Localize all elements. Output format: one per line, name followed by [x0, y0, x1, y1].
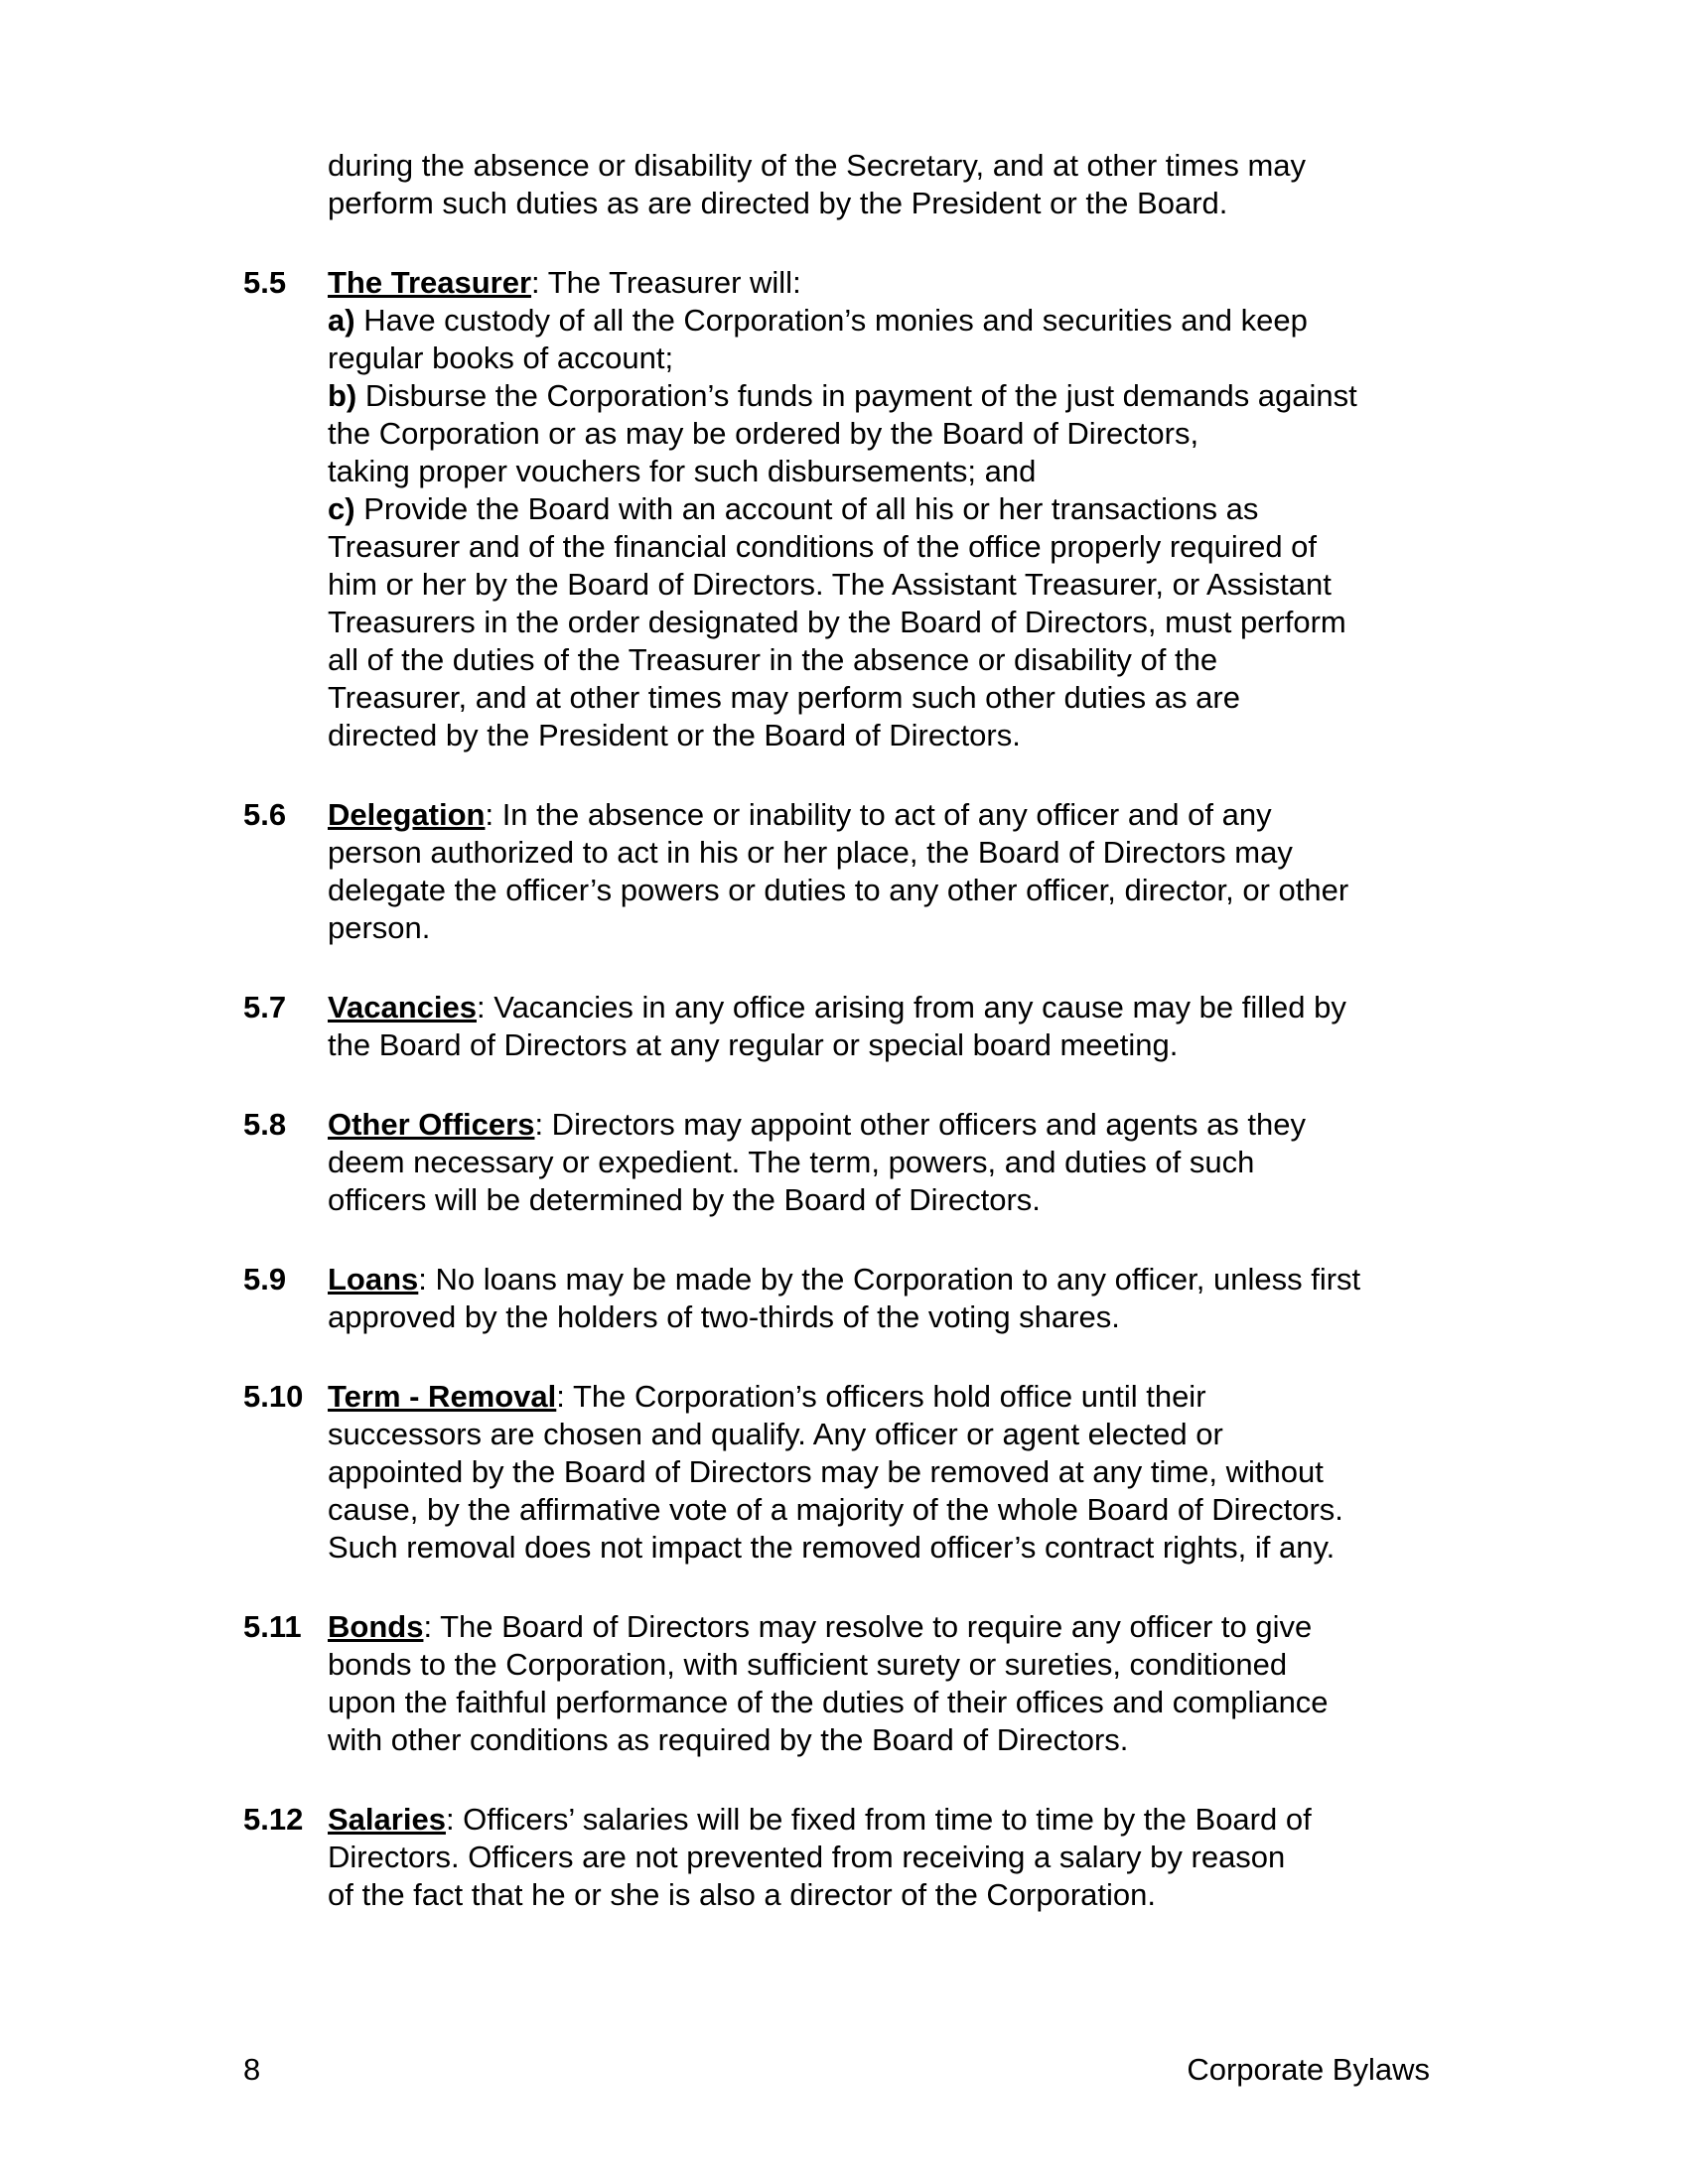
section-5.7 [243, 989, 1534, 1064]
bold-run: c) [328, 491, 355, 526]
section-body: Vacancies: Vacancies in any office arising from any cause may be filled by the Board of Directors at any regular or special board meeting. [328, 990, 1346, 1062]
section-5.12 [243, 1801, 1534, 1914]
section-number: 5.11 [243, 1609, 302, 1644]
section-body: Other Officers: Directors may appoint other officers and agents as they deem necessary or expedient. The term, powers, and duties of such officers will be determined by the Board of Directors. [328, 1107, 1307, 1217]
section-body: Loans: No loans may be made by the Corporation to any officer, unless first approved by the holders of two-thirds of the voting shares. [328, 1262, 1361, 1334]
section-heading: Delegation [328, 797, 486, 832]
section-number: 5.7 [243, 990, 287, 1024]
sections [243, 264, 1534, 1914]
section-5.5 [243, 264, 1534, 754]
section-5.8 [243, 1106, 1534, 1219]
section-5.10 [243, 1378, 1534, 1567]
page-number-label: 8 [243, 2052, 261, 2087]
intro-paragraph: during the absence or disability of the Secretary, and at other times may perform such duties as are directed by the President or the Board. [328, 148, 1307, 220]
section-number: 5.12 [243, 1802, 304, 1837]
section-body: Bonds: The Board of Directors may resolve to require any officer to give bonds to the Corporation, with sufficient surety or sureties, conditioned upon the faithful performance of the duties of their offices and compliance with other conditions as required by the Board of Directors. [328, 1609, 1329, 1757]
section-number: 5.8 [243, 1107, 287, 1142]
section-heading: Salaries [328, 1802, 446, 1837]
section-body: Term - Removal: The Corporation’s officers hold office until their successors are chosen and qualify. Any officer or agent elected or appointed by the Board of Directors may be removed at any time, without cause, by the affirmative vote of a majority of the whole Board of Directors. Such removal does not impact the removed officer’s contract rights, if any. [328, 1379, 1343, 1565]
section-heading: Term - Removal [328, 1379, 557, 1414]
section-body: Delegation: In the absence or inability to act of any officer and of any person authorized to act in his or her place, the Board of Directors may delegate the officer’s powers or duties to any other officer, director, or other person. [328, 797, 1349, 945]
section-heading: Other Officers [328, 1107, 535, 1142]
bold-run: a) [328, 303, 355, 338]
section-5.9 [243, 1261, 1534, 1336]
section-body: The Treasurer: The Treasurer will: a) Have custody of all the Corporation’s monies and securities and keep regular books of account; b) Disburse the Corporation’s funds in payment of the just demands against the Corporation or as may be ordered by the Board of Directors, taking proper vouchers for such disbursements; and c) Provide the Board with an account of all his or her transactions as Treasurer and of the financial conditions of the office properly required of him or her by the Board of Directors. The Assistant Treasurer, or Assistant Treasurers in the order designated by the Board of Directors, must perform all of the duties of the Treasurer in the absence or disability of the Treasurer, and at other times may perform such other duties as are directed by the President or the Board of Directors. [328, 265, 1357, 752]
section-number: 5.9 [243, 1262, 287, 1297]
section-heading: Vacancies [328, 990, 477, 1024]
section-heading: Bonds [328, 1609, 424, 1644]
page-content [243, 147, 1534, 1914]
bold-run: b) [328, 378, 357, 413]
section-heading: The Treasurer [328, 265, 532, 300]
page-footer [243, 2051, 1430, 2089]
section-number: 5.5 [243, 265, 287, 300]
section-5.6 [243, 796, 1534, 947]
section-number: 5.6 [243, 797, 287, 832]
footer-doc-title: Corporate Bylaws [1187, 2052, 1430, 2087]
section-5.11 [243, 1608, 1534, 1759]
section-number: 5.10 [243, 1379, 304, 1414]
section-heading: Loans [328, 1262, 419, 1297]
section-body: Salaries: Officers’ salaries will be fixed from time to time by the Board of Directors. Officers are not prevented from receiving a salary by reason of the fact that he or she is also a director of the Corporation. [328, 1802, 1312, 1912]
